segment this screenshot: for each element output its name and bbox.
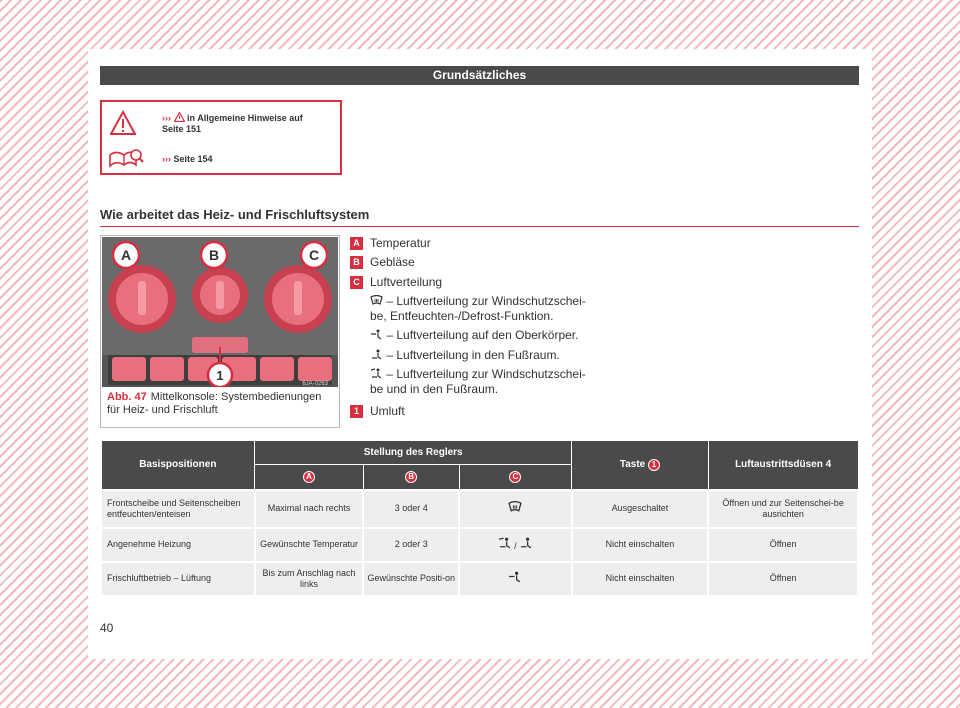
table-row: Frontscheibe und Seitenscheiben entfeuchten/enteisen Maximal nach rechts 3 oder 4 Ausgeschaltet Öffnen und zur Seitenschei-be ausrichten — [101, 490, 858, 528]
windshield-footwell-air-icon — [370, 368, 383, 379]
warning-icon — [110, 110, 136, 136]
upper-body-air-icon — [508, 571, 522, 583]
figure-caption: Abb. 47 Mittelkonsole: Systembedienungen für Heiz- und Frischluft — [107, 391, 322, 416]
figure-climate-panel — [100, 235, 340, 428]
windshield-footwell-air-icon — [498, 537, 512, 549]
legend-item-blower: Gebläse — [370, 255, 415, 269]
knob-b — [192, 267, 248, 323]
legend-item-recirculation: Umluft — [370, 404, 405, 418]
legend-badge: 1 — [350, 405, 363, 418]
climate-control-illustration — [102, 237, 338, 387]
legend-sub-item: – Luftverteilung zur Windschutzschei- be, Entfeuchten-/Defrost-Funktion. — [370, 294, 586, 323]
legend-sub-item: – Luftverteilung in den Fußraum. — [370, 348, 560, 363]
legend-item-temperature: Temperatur — [370, 236, 431, 250]
col-header-taste: Taste 1 — [572, 441, 709, 490]
callout-a-label: A — [120, 247, 132, 263]
section-divider — [100, 226, 859, 227]
page-reference[interactable]: ››› Seite 154 — [162, 154, 213, 164]
section-title: Wie arbeitet das Heiz- und Frischluftsystem — [100, 207, 370, 222]
warning-box — [100, 100, 342, 175]
table-row: Frischluftbetrieb – Lüftung Bis zum Anschlag nach links Gewünschte Positi-on Nicht einschalten Öffnen — [101, 562, 858, 596]
col-header-c: C — [459, 465, 572, 490]
knob-a — [108, 265, 176, 333]
manual-page — [88, 49, 872, 659]
col-header-b: B — [363, 465, 459, 490]
legend-sub-item: – Luftverteilung auf den Oberkörper. — [370, 328, 578, 343]
windshield-defrost-icon — [508, 501, 522, 513]
figure-code: 6JA-0263 — [302, 381, 328, 387]
col-header-regler: Stellung des Reglers — [255, 441, 572, 465]
col-header-basis: Basispositionen — [101, 441, 255, 490]
callout-b-label: B — [208, 247, 220, 263]
warning-triangle-icon — [174, 112, 185, 122]
footwell-air-icon — [519, 537, 533, 549]
warning-reference[interactable]: ››› in Allgemeine Hinweise auf Seite 151 — [162, 113, 303, 134]
callout-c-label: C — [308, 247, 320, 263]
legend-item-air-distribution: Luftverteilung — [370, 275, 443, 289]
col-header-duesen: Luftaustrittsdüsen 4 — [708, 441, 858, 490]
legend-badge: B — [350, 256, 363, 269]
legend-sub-item: – Luftverteilung zur Windschutzschei- be und in den Fußraum. — [370, 367, 586, 396]
settings-table — [100, 440, 859, 597]
page-header: Grundsätzliches — [100, 66, 859, 85]
callout-1-label: 1 — [216, 368, 224, 383]
page-number: 40 — [100, 621, 114, 635]
legend-badge: A — [350, 237, 363, 250]
windshield-defrost-icon — [370, 295, 383, 306]
footwell-air-icon — [370, 349, 383, 360]
upper-body-air-icon — [370, 329, 383, 340]
knob-c — [264, 265, 332, 333]
legend-badge: C — [350, 276, 363, 289]
manual-book-icon — [108, 148, 144, 170]
table-row: Angenehme Heizung Gewünschte Temperatur 2 oder 3 / Nicht einschalten Öffnen — [101, 528, 858, 562]
col-header-a: A — [255, 465, 364, 490]
